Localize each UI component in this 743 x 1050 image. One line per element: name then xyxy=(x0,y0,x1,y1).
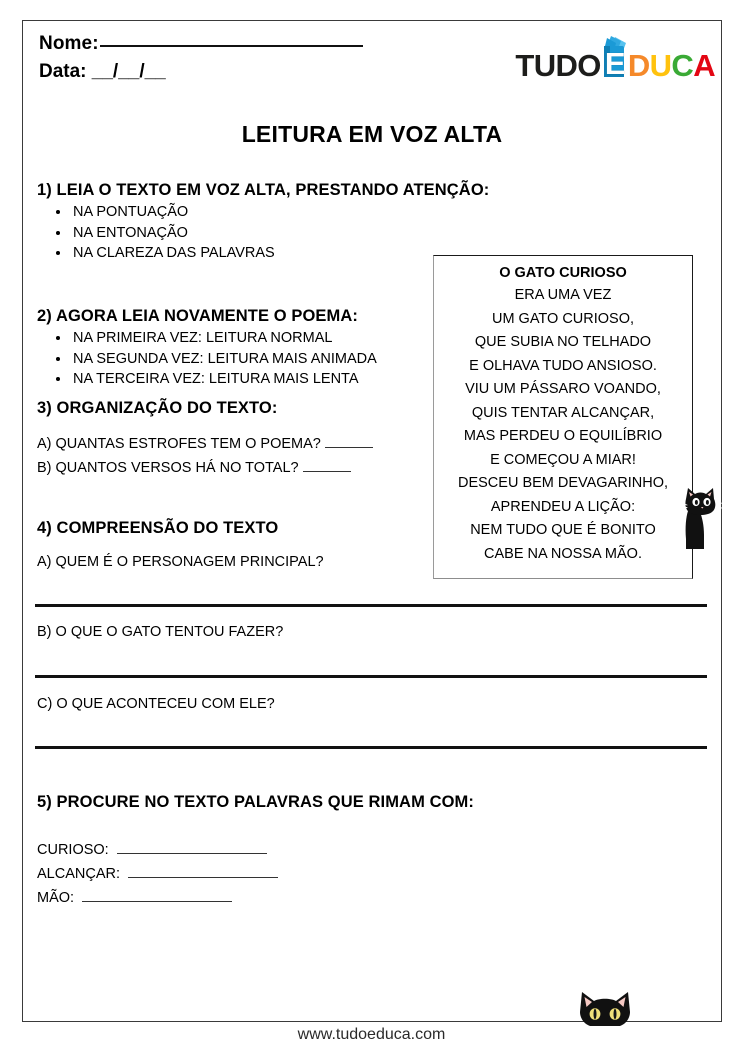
logo-text-u: U xyxy=(649,48,672,83)
list-item: • NA PRIMEIRA VEZ: LEITURA NORMAL xyxy=(71,328,377,349)
rhyme-word-label: MÃO: xyxy=(37,890,75,906)
poem-line: MAS PERDEU O EQUILÍBRIO xyxy=(463,428,663,444)
poem-title: O GATO CURIOSO xyxy=(499,265,627,281)
worksheet-page xyxy=(22,20,722,1022)
poem-line: E OLHAVA TUDO ANSIOSO. xyxy=(469,357,657,374)
answer-blank[interactable] xyxy=(303,471,351,472)
date-field-row[interactable]: Data: __/__/__ xyxy=(39,61,166,82)
list-item: • NA ENTONAÇÃO xyxy=(71,223,275,244)
logo-text-d: D xyxy=(627,48,650,83)
rhyme-row-mao xyxy=(37,890,232,906)
black-cat-peeking-side-icon xyxy=(682,483,726,549)
list-item: • NA TERCEIRA VEZ: LEITURA MAIS LENTA xyxy=(71,369,377,390)
section-3-question-a xyxy=(37,436,373,452)
poem-line: QUE SUBIA NO TELHADO xyxy=(474,334,652,350)
rhyme-row-alcancar xyxy=(37,866,278,882)
section-3-heading: 3) ORGANIZAÇÃO DO TEXTO: xyxy=(37,399,278,417)
poem-line: DESCEU BEM DEVAGARINHO, xyxy=(457,475,669,491)
section-5-heading: 5) PROCURE NO TEXTO PALAVRAS QUE RIMAM COM: xyxy=(37,793,474,811)
logo-wordmark xyxy=(515,35,715,81)
poem-box xyxy=(433,255,693,579)
open-book-icon xyxy=(599,35,629,81)
name-field-row xyxy=(39,33,363,55)
name-write-line[interactable] xyxy=(100,45,363,47)
section-1-heading: 1) LEIA O TEXTO EM VOZ ALTA, PRESTANDO ATENÇÃO: xyxy=(37,181,490,199)
answer-line[interactable] xyxy=(35,746,707,749)
section-4-heading: 4) COMPREENSÃO DO TEXTO xyxy=(37,519,279,537)
answer-line[interactable] xyxy=(35,604,707,607)
section-4-question-a: A) QUEM É O PERSONAGEM PRINCIPAL? xyxy=(37,554,324,570)
poem-line: NEM TUDO QUE É BONITO xyxy=(470,522,656,538)
worksheet-header xyxy=(23,21,721,99)
poem-line: E COMEÇOU A MIAR! xyxy=(490,451,636,468)
section-1-bullets xyxy=(53,202,275,264)
poem-line: CABE NA NOSSA MÃO. xyxy=(484,545,642,562)
section-2-bullets xyxy=(53,328,377,390)
section-4-question-c: C) O QUE ACONTECEU COM ELE? xyxy=(37,696,275,712)
logo-text-a: A xyxy=(693,48,715,83)
name-label: Nome: xyxy=(39,33,99,54)
question-text: A) QUANTAS ESTROFES TEM O POEMA? xyxy=(37,436,321,452)
section-4-question-b: B) O QUE O GATO TENTOU FAZER? xyxy=(37,624,284,640)
logo-text-c: C xyxy=(671,48,694,83)
list-item: • NA CLAREZA DAS PALAVRAS xyxy=(71,243,275,264)
poem-line: ERA UMA VEZ xyxy=(514,287,612,303)
answer-blank[interactable] xyxy=(325,447,373,448)
poem-line: APRENDEU A LIÇÃO: xyxy=(490,498,636,515)
list-item: • NA PONTUAÇÃO xyxy=(71,202,275,223)
footer-website[interactable]: www.tudoeduca.com xyxy=(297,1026,446,1043)
answer-blank[interactable] xyxy=(82,901,232,902)
rhyme-word-label: CURIOSO: xyxy=(37,842,109,858)
section-2-heading: 2) AGORA LEIA NOVAMENTE O POEMA: xyxy=(37,307,358,325)
rhyme-word-label: ALCANÇAR: xyxy=(37,866,120,882)
answer-blank[interactable] xyxy=(128,877,278,878)
list-item: • NA SEGUNDA VEZ: LEITURA MAIS ANIMADA xyxy=(71,349,377,370)
poem-line: QUIS TENTAR ALCANÇAR, xyxy=(471,404,655,421)
worksheet-content xyxy=(23,99,721,1021)
logo-text-tudo: TUDO xyxy=(515,48,601,83)
page-title: LEITURA EM VOZ ALTA xyxy=(241,121,503,147)
answer-blank[interactable] xyxy=(117,853,267,854)
rhyme-row-curioso xyxy=(37,842,267,858)
logo-text-e: E xyxy=(604,46,625,81)
tudoeduca-logo xyxy=(515,33,715,81)
question-text: B) QUANTOS VERSOS HÁ NO TOTAL? xyxy=(37,460,299,476)
poem-line: UM GATO CURIOSO, xyxy=(491,310,635,327)
black-cat-peeking-bottom-icon xyxy=(572,988,638,1028)
answer-line[interactable] xyxy=(35,675,707,678)
poem-line: VIU UM PÁSSARO VOANDO, xyxy=(465,381,661,397)
section-3-question-b xyxy=(37,460,351,476)
